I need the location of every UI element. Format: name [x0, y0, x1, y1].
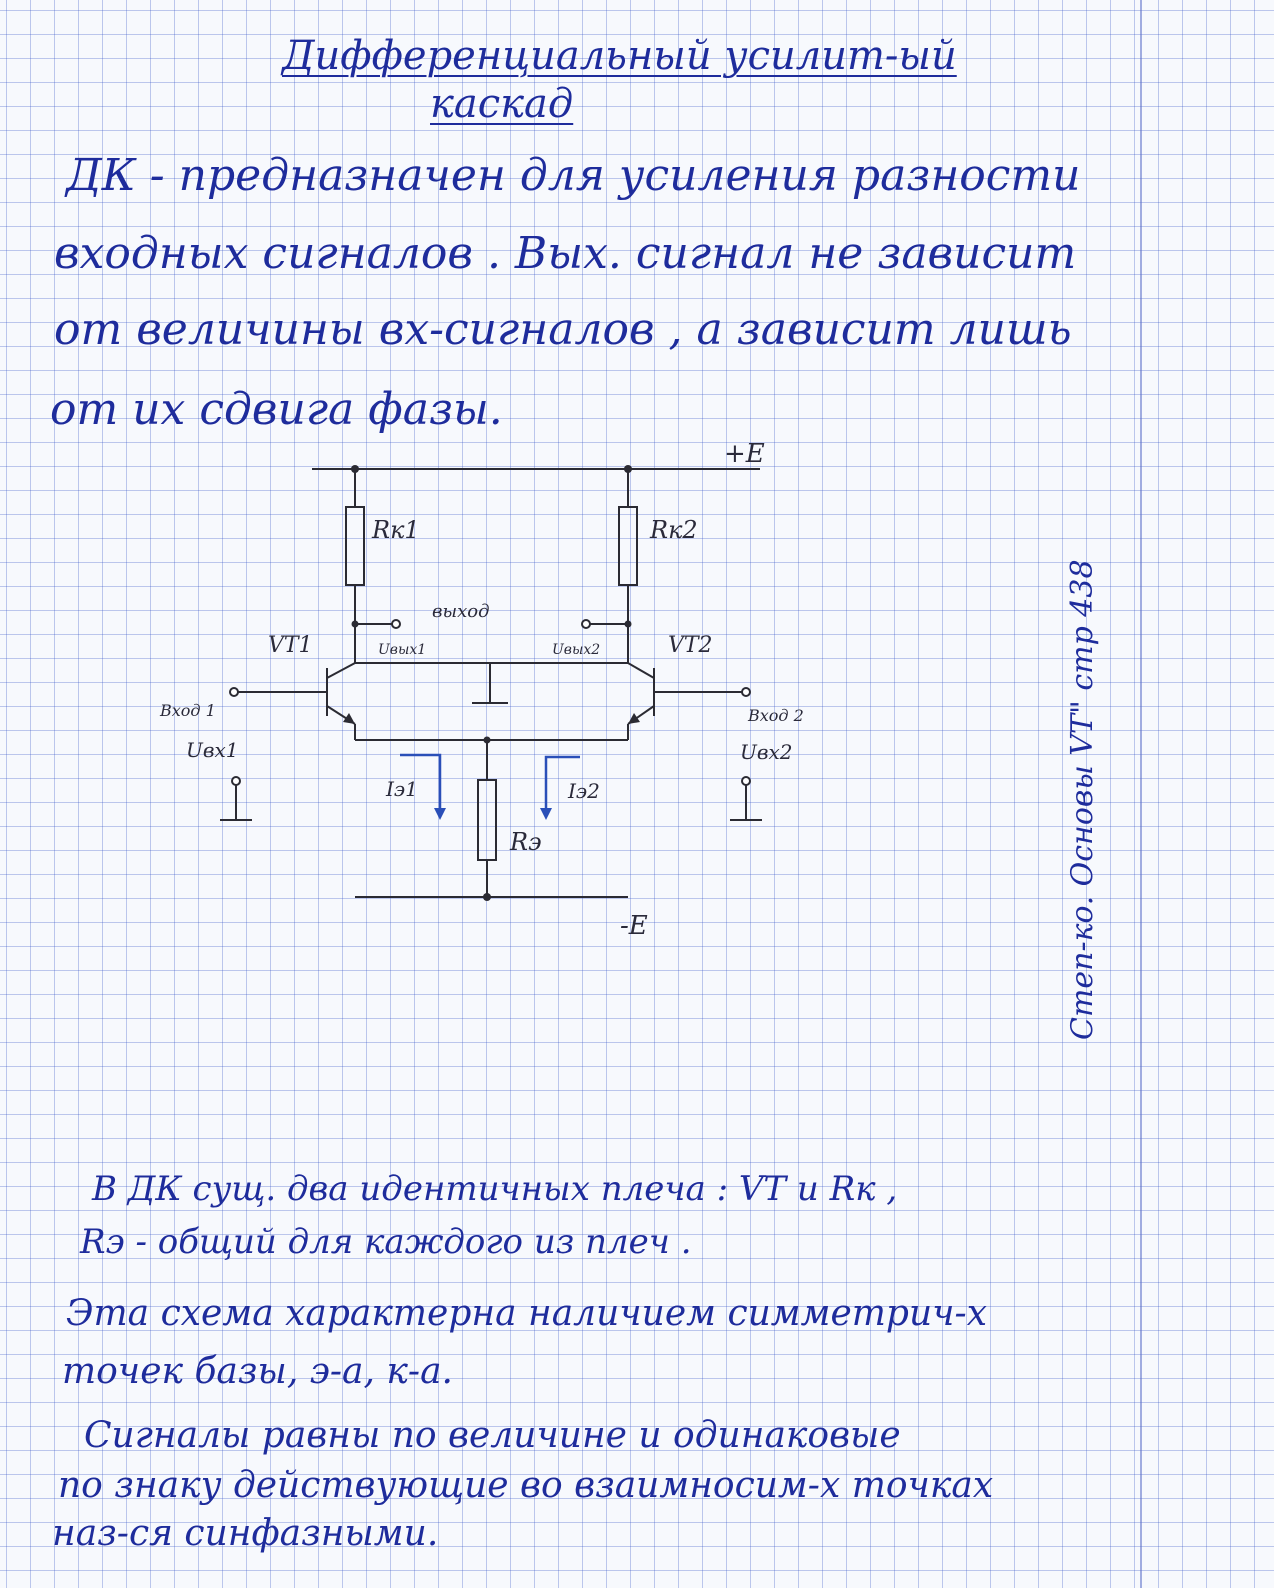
label-ie1: Iэ1: [386, 777, 418, 801]
summary-line-1: В ДК сущ. два идентичных плеча : VT и Rк ,: [92, 1169, 898, 1209]
input-terminal-2: [742, 688, 750, 696]
page-title-continued: каскад: [430, 81, 574, 127]
label-re: Rэ: [510, 828, 542, 856]
label-uout1: Uвых1: [378, 642, 427, 658]
label-ie2: Iэ2: [568, 779, 600, 803]
summary-line-2: Rэ - общий для каждого из плеч .: [80, 1222, 692, 1262]
input-terminal-1: [230, 688, 238, 696]
summary-line-4: точек базы, э-а, к-а.: [62, 1351, 453, 1392]
side-reference-note: Степ-ко. Основы VT" стр 438: [1065, 559, 1100, 1040]
label-uout2: Uвых2: [552, 642, 601, 658]
label-supply-negative: -E: [620, 911, 648, 941]
summary-line-3: Эта схема характерна наличием симметрич-х: [66, 1293, 988, 1334]
label-output: выход: [432, 601, 490, 622]
page-title: Дифференциальный усилит-ый: [282, 33, 957, 79]
label-input-2: Вход 2: [748, 706, 804, 725]
output-terminal-1: [392, 620, 400, 628]
label-rk1: Rк1: [372, 516, 420, 544]
label-supply-positive: +E: [724, 439, 765, 469]
resistor-rk1: [346, 507, 364, 585]
label-vt2: VT2: [668, 633, 713, 658]
label-uin2: Uвх2: [740, 740, 793, 764]
label-rk2: Rк2: [650, 516, 698, 544]
label-uin1: Uвх1: [186, 738, 239, 762]
intro-line-1: ДК - предназначен для усиления разности: [66, 150, 1081, 201]
output-terminal-2: [582, 620, 590, 628]
resistor-rk2: [619, 507, 637, 585]
vt2-emitter-arrow: [628, 713, 640, 724]
intro-line-2: входных сигналов . Вых. сигнал не зависит: [54, 228, 1077, 279]
summary-line-7: наз-ся синфазными.: [52, 1513, 439, 1554]
summary-line-5: Сигналы равны по величине и одинаковые: [84, 1415, 901, 1456]
resistor-re: [478, 780, 496, 860]
label-vt1: VT1: [268, 633, 313, 658]
label-input-1: Вход 1: [160, 701, 216, 720]
summary-line-6: по знаку действующие во взаимносим-х точках: [58, 1465, 994, 1506]
intro-line-3: от величины вх-сигналов , а зависит лишь: [54, 304, 1072, 355]
intro-line-4: от их сдвига фазы.: [50, 384, 503, 435]
